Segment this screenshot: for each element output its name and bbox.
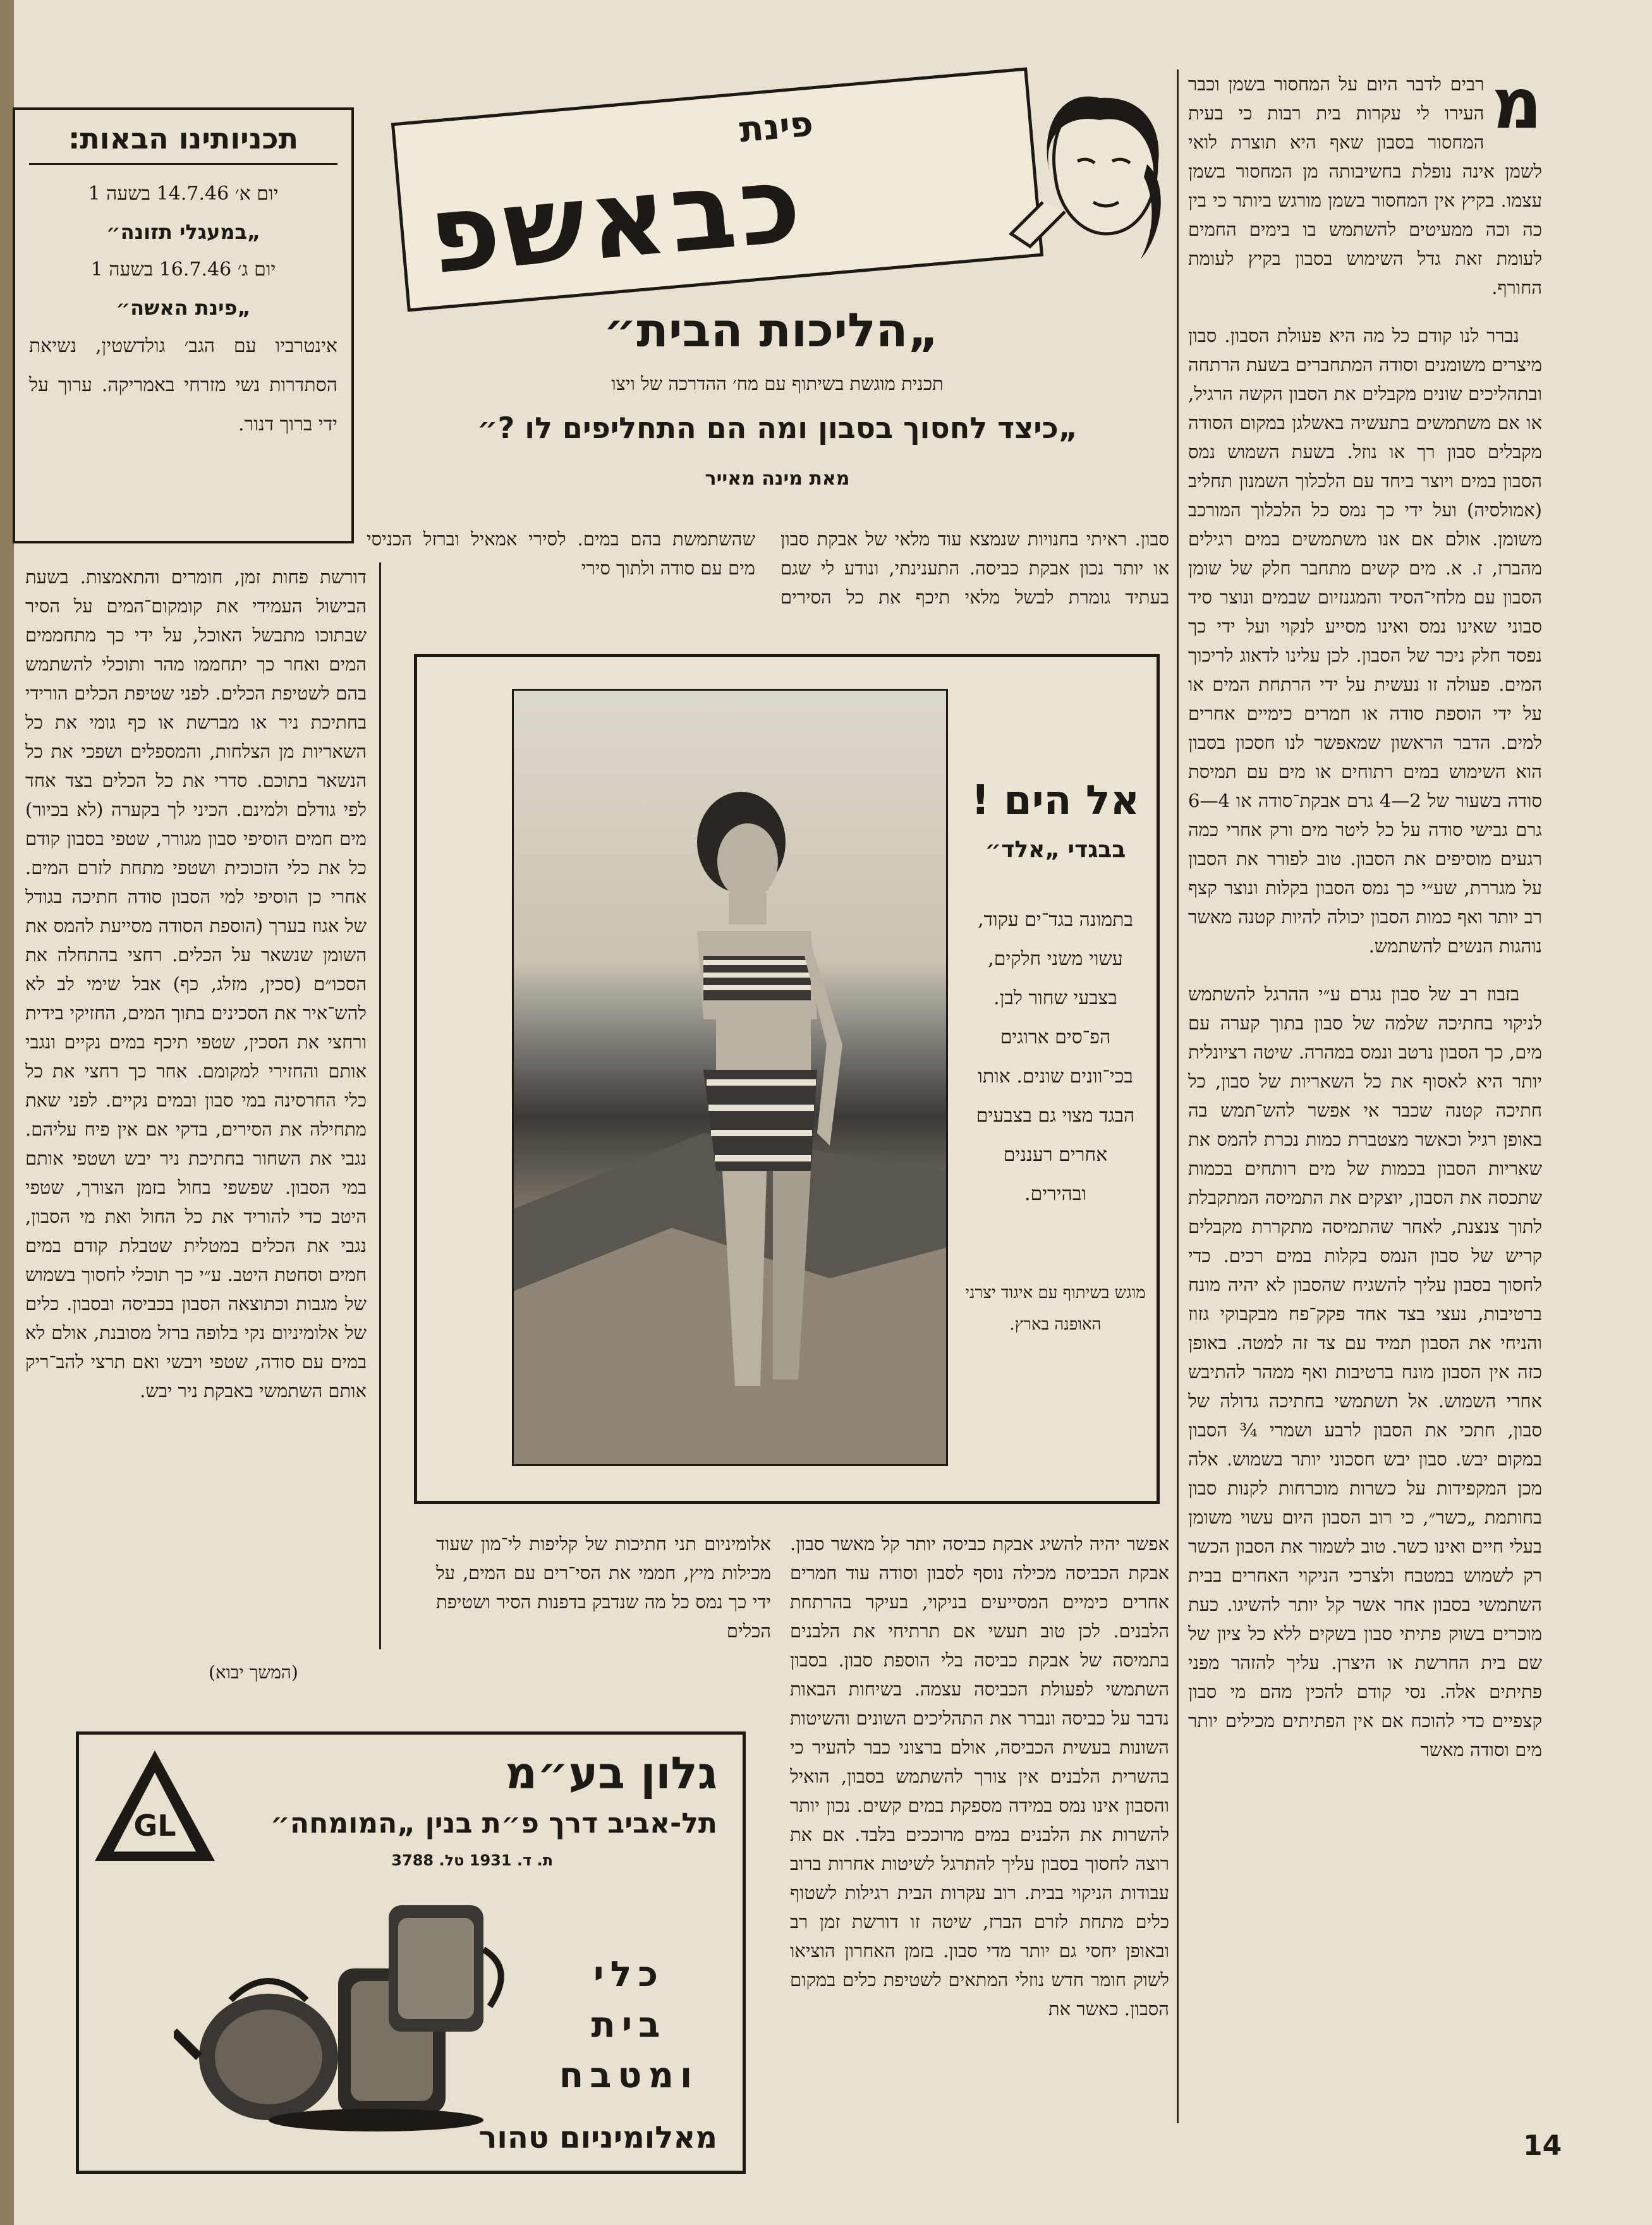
kitchenware-illustration-icon	[174, 1867, 528, 2139]
galon-advertisement	[76, 1731, 746, 2174]
drop-cap: מ	[1491, 70, 1542, 144]
program-2-name: „פינת האשה״	[116, 296, 251, 320]
article-column-mid-bottom-left	[436, 1529, 771, 1706]
photo-credit: מוגש בשיתוף עם איגוד יצרני האופנה בארץ.	[965, 1283, 1146, 1334]
swimsuit-photo	[512, 689, 948, 1466]
swimsuit-model-figure-icon	[514, 691, 948, 1466]
woman-illustration-icon	[1005, 76, 1175, 272]
mid-bottom-right-text: אפשר יהיה להשיג אבקת כביסה יותר קל מאשר סבון. אבקת הכביסה מכילה נוסף לסבון וסודה עוד חמרים אחרים כימיים המסייעים בניקוי, בעיקר בהרתחת הלבנים. לכן טוב תעשי אם תרתיחי את הלבנים בתמיסה של אבקת כביסה בלי הוספת סבון. בסבון השתמשי לפעולת הכביסה עצמה. בשיחות הבאות נדבר על כביסה ונברר את התהליכים השונים והשיטות השונות בעשית הכביסה, אולם ברצוני כבר להעיר כי בהשרית הלבנים אין צורך להשתמש בסבון, הואיל והסבון אינו נמס במידה מספקת במים קשים. נכון יותר להשרות את הלבנים במים מרוככים בלבד. אם את רוצה לחסוך בסבון עליך להתרגל לשיטות אחרות ברוב עבודות הניקוי בבית. רוב עקרות הבית רגילות לשטוף כלים מתחת לזרם הברז, שיטה זו דורשת זמן רב ובאופן יחסי גם יותר מדי סבון. בזמן האחרון הוציאו לשוק חומר חדש נוזלי המתאים לשטיפת כלים במקום הסבון. כאשר את	[790, 1533, 1169, 2020]
program-1-date: יום א׳ 14.7.46 בשעה 1	[88, 183, 279, 205]
left-column-text: דורשת פחות זמן, חומרים והתאמצות. בשעת הבישול העמידי את קומקום־המים על הסיר שבתוכו מתבשל האוכל, על ידי כך מתחממים המים ואחר כך יתחממו מהר ותוכלי להשתמש בהם לשטיפת הכלים. לפני שטיפת הכלים הורידי בחתיכת ניר או מברשת או כף גומי את כל השאריות מן הצלחות, והמספלים ושפכי את כל הנשאר בתוכם. סדרי את כל הכלים בצד אחד לפי גודלם ולמינם. הכיני לך בקערה (לא בכיור) מים חמים הוסיפי סבון מגורר, שטפי בסבון קודם כל את כלי הזכוכית ושטפי מתחת לזרם המים. אחרי כן הוסיפי למי הסבון סודה חתיכה בגודל של אגוז בערך (הוספת הסודה מסייעת להמס את השומן שנשאר על הכלים. רחצי בהתחלה את הסכו״ם (סכין, מזלג, כף) אבל שימי לב לא להש־איר את הסכינים בתוך המים, החזיקי בידית ורחצי את הסכין, שטפי תיכף במים נקיים ונגבי אותם והחזירי למקומם. אחר כך רחצי את כל כלי החרסינה במי סבון ובמים נקיים. לפני שאת מתחילה את הסירים, בדקי אם אין פיח עליהם. נגבי את השחור בחתיכת ניר יבש ושטפי אותם במי הסבון. שפשפי בחול בזמן הצורך, שטפי היטב כדי להוריד את כל החול ואת מי הסבון, נגבי את הכלים במטלית שטבלת קודם במים חמים וסחטת היטב. ע״י כך תוכלי לחסוך בשמוש של מגבות וכתוצאה הסבון בכביסה ובסבון. כלים של אלומיניום נקי בלופה ברזל מסובנת, אולם לא במים עם סודה, שטפי ויבשי ואם תרצי להב־ריק אותם השתמשי באבקת ניר יבש.	[25, 566, 367, 1402]
paragraph-1: מ רבים לדבר היום על המחסור בשמן וכבר העירו לי עקרות בית רבות כי בעית המחסור בסבון שאף היא תוצרת לואי לשמן אינה נופלת בחשיבותה מן המחסור בשמן עצמו. בקיץ אין המחסור בשמן מורגש ביותר כי בין כה וכה ממעיטים להשתמש בו בימים החמים לעומת זאת גדל השימוש בסבון בקיץ לעומת החורף.	[1188, 70, 1542, 298]
photo-caption-body: בתמונה בגד־ים עקוד, עשוי משני חלקים, בצבעי שחור לבן. הפ־סים ארוגים בכי־וונים שונים. אותו הבגד מצוי גם בצבעים אחרים רעננים ובהירים.	[976, 909, 1135, 1205]
program-1-name: „במעגלי תזונה״	[106, 220, 261, 244]
svg-text:GL: GL	[133, 1809, 176, 1843]
mid-top-text: סבון. ראיתי בחנויות שנמצא עוד מלאי של אבקת סבון או יותר נכון אבקת כביסה. התענינתי, ונודע לי שגם בעתיד גומרת לבשל מלאי תיכף את כל הסירים שהשתמשת בהם במים. לסירי אמאיל וברזל הכניסי מים עם סודה ולתוך סירי	[367, 528, 1169, 608]
program-2-desc: אינטרביו עם הגב׳ גולדשטין, נשיאת הסתדרות נשי מזרחי באמריקה. ערוך על ידי ברוך דנור.	[29, 335, 337, 435]
paragraph-2: נברר לנו קודם כל מה היא פעולת הסבון. סבון מיצרים משומנים וסודה המתחברים בשעת הרתחה ובתהליכים שונים מקבלים את הסבון הקשה הרגיל, או אם משתמשים בתעשיה באשלגן במקום הסודה מקבלים סבון רך או נוזל. בשעת השמוש נמס הסבון במים ויוצר ביחד עם הלכלוך השמנון תחליב (אמולסיה) ועל ידי כך נמס כל הלכלוך המורכב משומן. אולם אם אנו משתמשים במים רגילים מהברז, ז. א. מים קשים מתחבר חלק של שומן הסבון עם מלחי־הסיד והמגנזיום שבמים ונוצר סיד סבוני שאינו נמס ואינו מסייע לנקוי ועל ידי כך נפסד חלק ניכר של הסבון. לכן עלינו לדאוג לריכוך המים. פעולה זו נעשית על ידי הרתחת המים או על ידי הוספת סודה או חמרים כימיים אחרים למים. הדבר הראשון שמאפשר לנו חסכון בסבון הוא השימוש במים רתוחים או מים עם תמיסת סודה בשעור של 2—4 גרם אבקת־סודה או 4—6 גרם גבישי סודה על כל ליטר מים ורק אחרי כמה רגעים מוסיפים את הסבון. טוב לפורר את הסבון על מגררת, שע״י כך נמס הסבון בקלות ונוצר קצף רב יותר ואף כמות הסבון יכולה להיות קטנה מאשר נוהגות הנשים להשתמש.	[1188, 325, 1542, 957]
article-column-mid-bottom-right	[790, 1529, 1169, 2111]
photo-feature-box	[414, 654, 1160, 1504]
column-divider-right	[1177, 70, 1179, 2123]
program-2-date: יום ג׳ 16.7.46 בשעה 1	[90, 258, 276, 281]
ad-word-2: בית	[591, 2004, 667, 2046]
mid-bottom-left-text: אלומיניום תני חתיכות של קליפות לי־מון שעוד מכילות מיץ, חממי את הסי־רים עם המים, על ידי כך נמס כל מה שנדבק בדפנות הסיר ושטיפת הכלים	[436, 1533, 771, 1642]
corner-title-card	[391, 68, 1043, 312]
paragraph-3: בזבוז רב של סבון נגרם ע״י ההרגל להשתמש לניקוי בחתיכה שלמה של סבון בתוך קערה עם מים, כך הסבון נרטב ונמס במהרה. שיטה רציונלית יותר היא לאסוף את כל השאריות של סבון, כל חתיכה קטנה שכבר אי אפשר להש־תמש בה באופן רגיל וכאשר מצטברת כמות נכרת להמס את שאריות הסבון בכמות של מים רותחים בכמות שתכסה את הסבון, יוצקים את התמיסה המתקבלת לתוך צנצנת, לאחר שהתמיסה מתקררת מקבלים קריש של סבון הנמס בקלות במים רכים. כדי לחסוך בסבון עליך להשגיח שהסבון לא יהיה מונח ברטיבות, נעצי בצד אחד פקק־פח מבקבוקי גזוז והניחי את הסבון תמיד עם צד זה למטה. באופן כזה אין הסבון מונח ברטיבות ואף ממהר להתיבש אחרי השמוש. אל תשתמשי בחתיכה גדולה של סבון, חתכי את הסבון לרבע ושמרי ¾ הסבון במקום יבש. סבון יבש חסכוני יותר בשמוש. אלה מכן המקפידות על כשרות מוכרחות לקנות סבון בחותמת „כשר״, כי רוב הסבון היום עשוי משומן בעלי חיים ואינו כשר. טוב לשמור את הסבון הכשר רק לשמוש במטבח ולצרכי הניקוי האחרים בבית השתמשי בסבון אחר אשר קל יותר להשיגו. כעת מוכרים בשוק פתיתי סבון בשקים ללא כל ציון של שם בית החרשת או היצרן. עליך להזהר מפני פתיתים אלה. נסי קודם להכין מהם מי סבון קצפיים כדי להוכח אם אין הפתיתים מכילים יותר מים וסודה מאשר	[1188, 983, 1542, 1761]
upcoming-programs-box	[13, 107, 354, 543]
photo-caption-subtitle: בבגדי „אלד״	[985, 837, 1126, 863]
article-headline: „כיצד לחסוך בסבון ומה הם התחליפים לו ?״	[477, 411, 1078, 445]
ad-phone: ת. ד. 1931 טל. 3788	[391, 1852, 553, 1869]
ad-address: תל-אביב דרך פ״ת בנין „המומחה״	[270, 1807, 717, 1840]
article-column-right	[1188, 70, 1542, 2123]
photo-caption-title: אל הים !	[971, 777, 1140, 824]
galon-logo-icon	[92, 1747, 218, 1867]
programs-title: תכניותינו הבאות:	[29, 121, 337, 165]
article-title: „הליכות הבית״	[603, 303, 939, 358]
ad-footer: מאלומיניום טהור	[478, 2120, 717, 2155]
page-number: 14	[1523, 2130, 1562, 2162]
corner-small-title: פינת	[738, 103, 815, 151]
ad-word-1: כלי	[593, 1954, 665, 1995]
continued-note: (המשך יבוא)	[209, 1662, 298, 1683]
photo-caption	[964, 689, 1147, 1466]
article-byline: מאת מינה מאייר	[705, 468, 850, 490]
ad-vertical-text	[544, 1949, 714, 2101]
article-column-mid-top	[367, 524, 1169, 645]
article-subtitle: תכנית מוגשת בשיתוף עם מח׳ ההדרכה של ויצו	[611, 373, 944, 394]
corner-header	[379, 76, 1175, 341]
corner-big-title: כבאשפ	[424, 141, 810, 299]
ad-company-name: גלון בע״מ	[505, 1747, 717, 1799]
article-column-left	[25, 562, 367, 1649]
column-divider-left	[379, 562, 381, 1649]
ad-word-3: ומטבח	[559, 2055, 699, 2096]
